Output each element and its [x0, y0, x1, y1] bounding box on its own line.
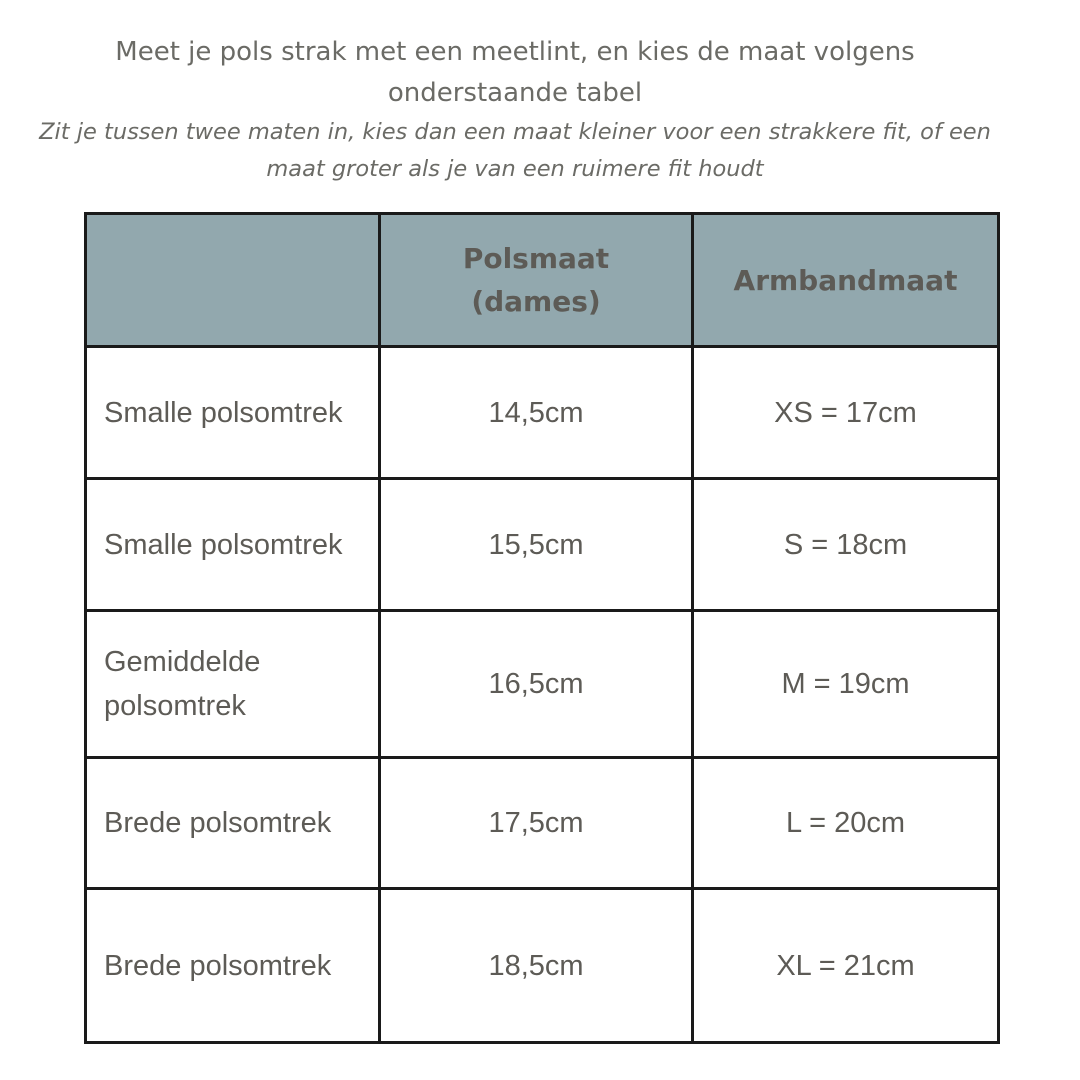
bracelet-size-cell: L = 20cm	[693, 758, 999, 889]
measure-instruction: Meet je pols strak met een meetlint, en kies de maat volgens onderstaande tabel	[115, 37, 915, 108]
bracelet-size-cell: S = 18cm	[693, 479, 999, 611]
size-guide-intro	[0, 32, 1030, 188]
wrist-size-cell: 16,5cm	[380, 611, 693, 758]
table-row	[86, 479, 999, 611]
wrist-type-cell: Brede polsomtrek	[86, 889, 380, 1043]
bracelet-size-cell: M = 19cm	[693, 611, 999, 758]
wrist-type-cell: Smalle polsomtrek	[86, 479, 380, 611]
wrist-type-cell: Smalle polsomtrek	[86, 347, 380, 479]
header-wrist-size	[380, 214, 693, 347]
table-row	[86, 758, 999, 889]
bracelet-size-cell: XL = 21cm	[693, 889, 999, 1043]
table-row	[86, 889, 999, 1043]
wrist-size-cell: 14,5cm	[380, 347, 693, 479]
size-table	[84, 212, 1000, 1044]
table-row	[86, 347, 999, 479]
wrist-size-cell: 17,5cm	[380, 758, 693, 889]
wrist-type-cell: Brede polsomtrek	[86, 758, 380, 889]
wrist-size-cell: 18,5cm	[380, 889, 693, 1043]
header-wrist-type	[86, 214, 380, 347]
wrist-type-cell: Gemiddelde polsomtrek	[86, 611, 380, 758]
header-bracelet-size: Armbandmaat	[693, 214, 999, 347]
between-sizes-tip: Zit je tussen twee maten in, kies dan een maat kleiner voor een strakkere fit, of een maat groter als je van een ruimere fit houdt	[39, 119, 991, 182]
table-header-row	[86, 214, 999, 347]
wrist-size-cell: 15,5cm	[380, 479, 693, 611]
table-row	[86, 611, 999, 758]
bracelet-size-cell: XS = 17cm	[693, 347, 999, 479]
header-wrist-size-label: Polsmaat (dames)	[462, 242, 610, 318]
